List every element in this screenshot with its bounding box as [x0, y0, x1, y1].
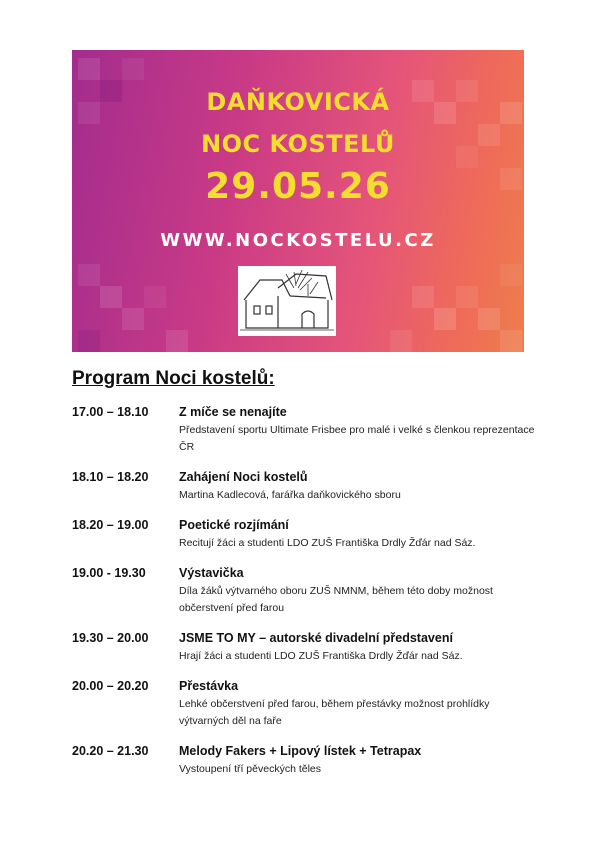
decor-square [478, 308, 500, 330]
decor-square [144, 286, 166, 308]
program-time: 18.10 – 18.20 [72, 470, 149, 484]
program-description: Hrají žáci a studenti LDO ZUŠ Františka Drdly Žďár nad Sáz. [179, 650, 463, 662]
decor-square [122, 58, 144, 80]
program-description: Lehké občerstvení před farou, během přestávky možnost prohlídky výtvarných děl na faře [179, 698, 490, 727]
decor-square [78, 58, 100, 80]
program-description: Martina Kadlecová, farářka daňkovického sboru [179, 489, 401, 501]
decor-square [78, 264, 100, 286]
program-time: 20.00 – 20.20 [72, 679, 149, 693]
decor-square [456, 286, 478, 308]
program-description: Představení sportu Ultimate Frisbee pro malé i velké s členkou reprezentace ČR [179, 424, 535, 453]
decor-square [100, 286, 122, 308]
program-title: Melody Fakers + Lipový lístek + Tetrapax [179, 744, 422, 758]
program-title: Přestávka [179, 679, 239, 693]
program-title: JSME TO MY – autorské divadelní představení [179, 631, 453, 645]
program-description: Díla žáků výtvarného oboru ZUŠ NMNM, během této doby možnost občerstvení před farou [179, 585, 493, 614]
program-description: Vystoupení tří pěveckých těles [179, 763, 322, 775]
church-drawing-icon [238, 266, 336, 336]
program-description: Recitují žáci a studenti LDO ZUŠ Františka Drdly Žďár nad Sáz. [179, 537, 476, 549]
decor-square [434, 308, 456, 330]
program-item [72, 628, 542, 665]
program-time: 20.20 – 21.30 [72, 744, 149, 758]
decor-square [500, 330, 522, 352]
decor-square [122, 308, 144, 330]
program-list [72, 402, 542, 789]
program-title: Poetické rozjímání [179, 518, 289, 532]
decor-square [390, 330, 412, 352]
program-title: Výstavička [179, 566, 244, 580]
banner-date: 29.05.26 [205, 166, 391, 207]
decor-square [412, 286, 434, 308]
program-item [72, 563, 542, 617]
program-heading: Program Noci kostelů: [72, 368, 275, 389]
banner-title-line1: DAŇKOVICKÁ [206, 88, 390, 116]
program-item [72, 515, 542, 552]
program-item [72, 467, 542, 504]
banner-url: WWW.NOCKOSTELU.CZ [160, 230, 436, 251]
program-time: 19.00 - 19.30 [72, 566, 146, 580]
program-item [72, 402, 542, 456]
program-time: 19.30 – 20.00 [72, 631, 149, 645]
program-title: Z míče se nenajíte [179, 405, 287, 419]
decor-square [500, 264, 522, 286]
banner-title-line2: NOC KOSTELŮ [201, 130, 395, 158]
program-item [72, 741, 542, 778]
program-time: 18.20 – 19.00 [72, 518, 149, 532]
event-banner [72, 50, 524, 352]
program-title: Zahájení Noci kostelů [179, 470, 308, 484]
program-time: 17.00 – 18.10 [72, 405, 149, 419]
decor-square [78, 330, 100, 352]
decor-square [166, 330, 188, 352]
program-item [72, 676, 542, 730]
